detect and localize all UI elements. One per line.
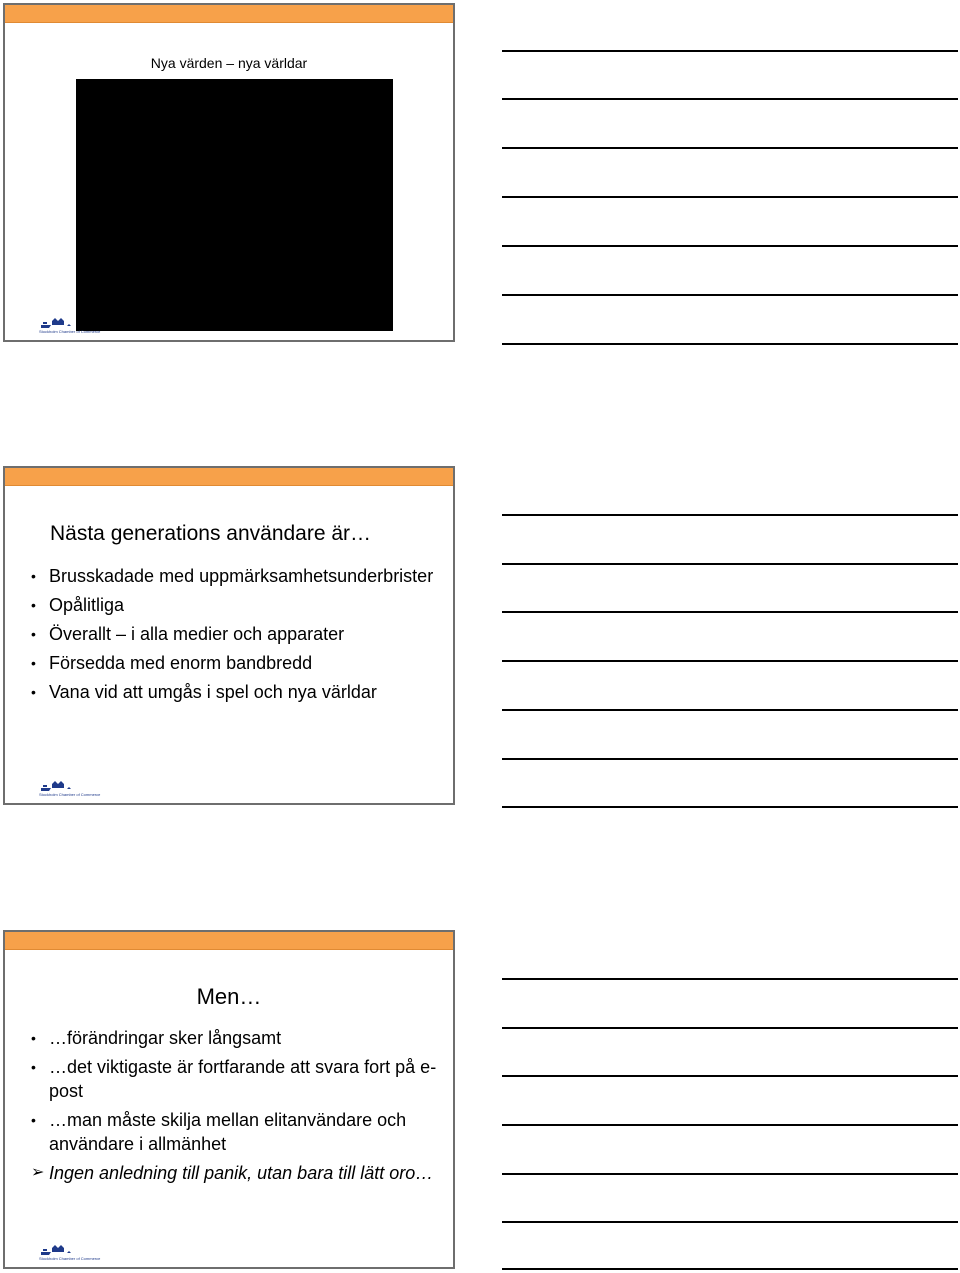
note-line xyxy=(502,1268,958,1270)
bullet-text: Brusskadade med uppmärksamhetsunderbrister xyxy=(49,566,434,586)
note-line xyxy=(502,294,958,296)
conclusion-text: Ingen anledning till panik, utan bara till lätt oro… xyxy=(49,1163,434,1183)
bullet-text: Försedda med enorm bandbredd xyxy=(49,653,313,673)
bullet-marker: • xyxy=(31,684,36,700)
list-item xyxy=(31,564,441,588)
note-line xyxy=(502,98,958,100)
list-item xyxy=(31,1108,446,1156)
note-line xyxy=(502,50,958,52)
slide-header-bar xyxy=(5,5,453,23)
bullet-text: Överallt – i alla medier och apparater xyxy=(49,624,345,644)
note-line xyxy=(502,196,958,198)
note-line xyxy=(502,343,958,345)
bullet-marker: • xyxy=(31,1112,36,1128)
note-line xyxy=(502,245,958,247)
list-item xyxy=(31,1055,446,1103)
logo-caption: Stockholm Chamber of Commerce xyxy=(39,792,101,797)
bullet-list xyxy=(31,1026,446,1185)
list-item xyxy=(31,622,441,646)
bullet-marker: • xyxy=(31,1030,36,1046)
logo-caption: Stockholm Chamber of Commerce xyxy=(39,1256,101,1261)
bullet-marker: • xyxy=(31,597,36,613)
chamber-logo-icon xyxy=(37,779,117,799)
slide-3 xyxy=(3,930,455,1269)
bullet-list xyxy=(31,564,441,709)
conclusion-item xyxy=(31,1161,446,1185)
bullet-text: Opålitliga xyxy=(49,595,125,615)
slide-2 xyxy=(3,466,455,805)
video-frame[interactable] xyxy=(76,79,393,331)
chamber-logo-icon xyxy=(37,1243,117,1263)
slide-title: Nästa generations användare är… xyxy=(50,522,372,545)
list-item xyxy=(31,651,441,675)
note-line xyxy=(502,758,958,760)
bullet-marker: • xyxy=(31,655,36,671)
note-line xyxy=(502,806,958,808)
chamber-logo-icon xyxy=(37,316,117,336)
bullet-text: Vana vid att umgås i spel och nya världar xyxy=(49,682,377,702)
slide-1 xyxy=(3,3,455,342)
note-line xyxy=(502,563,958,565)
slide-title: Men… xyxy=(196,984,262,1009)
bullet-marker: • xyxy=(31,568,36,584)
note-line xyxy=(502,611,958,613)
bullet-marker: • xyxy=(31,1059,36,1075)
bullet-text: …man måste skilja mellan elitanvändare och användare i allmänhet xyxy=(49,1110,407,1154)
slide-header-bar xyxy=(5,468,453,486)
note-line xyxy=(502,1124,958,1126)
logo-caption: Stockholm Chamber of Commerce xyxy=(39,329,101,334)
note-line xyxy=(502,660,958,662)
note-line xyxy=(502,1221,958,1223)
slide-header-bar xyxy=(5,932,453,950)
arrow-bullet-icon: ➢ xyxy=(31,1164,45,1181)
note-line xyxy=(502,147,958,149)
list-item xyxy=(31,1026,446,1050)
note-line xyxy=(502,1027,958,1029)
note-line xyxy=(502,1075,958,1077)
bullet-text: …det viktigaste är fortfarande att svara fort på e-post xyxy=(49,1057,437,1101)
note-line xyxy=(502,514,958,516)
note-line xyxy=(502,1173,958,1175)
list-item xyxy=(31,680,441,704)
note-line xyxy=(502,978,958,980)
list-item xyxy=(31,593,441,617)
bullet-text: …förändringar sker långsamt xyxy=(49,1028,282,1048)
bullet-marker: • xyxy=(31,626,36,642)
slide-title: Nya värden – nya världar xyxy=(150,55,308,71)
note-line xyxy=(502,709,958,711)
